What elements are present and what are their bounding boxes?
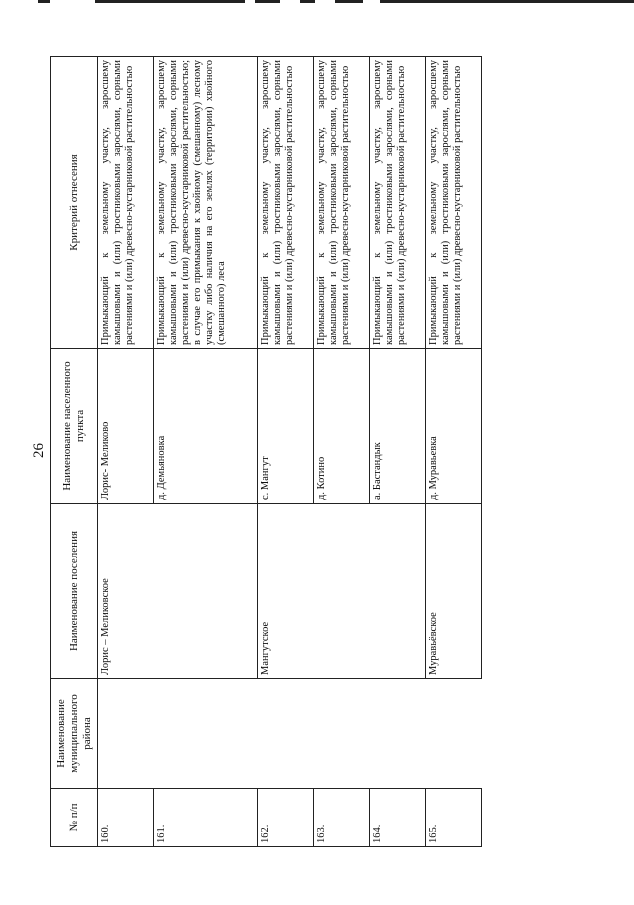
row-num: 160. bbox=[98, 789, 154, 847]
criterion-cell: Примыкающий к земельному участку, заросшему камышовыми и (или) тростниковыми зарослями, сорными растениями и (или) древесно-кустарниковой растительностью; в случае его примыкания к хвойному (смешанному) лесному участку либо наличия на его землях (территории) хвойного (смешанного) леса bbox=[154, 57, 258, 349]
criterion-cell: Примыкающий к земельному участку, заросшему камышовыми и (или) тростниковыми зарослями, сорными растениями и (или) древесно-кустарниковой растительностью bbox=[258, 57, 314, 349]
settlement-cell bbox=[370, 504, 426, 679]
settlement-cell: Мангутское bbox=[258, 504, 314, 679]
settlements-table bbox=[50, 56, 482, 847]
locality-cell: Лорис- Меликово bbox=[98, 349, 154, 504]
row-num: 164. bbox=[370, 789, 426, 847]
page-number: 26 bbox=[31, 443, 47, 458]
district-cell bbox=[98, 679, 482, 789]
settlement-cell: Лорис – Меликовское bbox=[98, 504, 154, 679]
table-header-row bbox=[51, 57, 98, 847]
header-criterion: Критерий отнесения bbox=[51, 57, 98, 349]
locality-cell: с. Мангут bbox=[258, 349, 314, 504]
locality-cell: а. Бастандык bbox=[370, 349, 426, 504]
table-row bbox=[98, 57, 154, 847]
locality-cell: д. Демьяновка bbox=[154, 349, 258, 504]
locality-cell: д. Котино bbox=[314, 349, 370, 504]
row-num: 162. bbox=[258, 789, 314, 847]
settlement-cell bbox=[154, 504, 258, 679]
settlement-cell bbox=[314, 504, 370, 679]
row-num: 163. bbox=[314, 789, 370, 847]
row-num: 165. bbox=[426, 789, 482, 847]
rotated-table-frame bbox=[50, 57, 463, 847]
header-settlement: Наименование поселения bbox=[51, 504, 98, 679]
criterion-cell: Примыкающий к земельному участку, заросшему камышовыми и (или) тростниковыми зарослями, сорными растениями и (или) древесно-кустарниковой растительностью bbox=[98, 57, 154, 349]
header-locality: Наименование населенного пункта bbox=[51, 349, 98, 504]
header-district: Наименование муниципального района bbox=[51, 679, 98, 789]
criterion-cell: Примыкающий к земельному участку, заросшему камышовыми и (или) тростниковыми зарослями, сорными растениями и (или) древесно-кустарниковой растительностью bbox=[426, 57, 482, 349]
row-num: 161. bbox=[154, 789, 258, 847]
document-sheet bbox=[50, 57, 463, 847]
criterion-cell: Примыкающий к земельному участку, заросшему камышовыми и (или) тростниковыми зарослями, сорными растениями и (или) древесно-кустарниковой растительностью bbox=[314, 57, 370, 349]
locality-cell: д. Муравьевка bbox=[426, 349, 482, 504]
criterion-cell: Примыкающий к земельному участку, заросшему камышовыми и (или) тростниковыми зарослями, сорными растениями и (или) древесно-кустарниковой растительностью bbox=[370, 57, 426, 349]
scan-edge-artifact bbox=[0, 0, 634, 4]
header-num: № п/п bbox=[51, 789, 98, 847]
settlement-cell: Муравьёвское bbox=[426, 504, 482, 679]
